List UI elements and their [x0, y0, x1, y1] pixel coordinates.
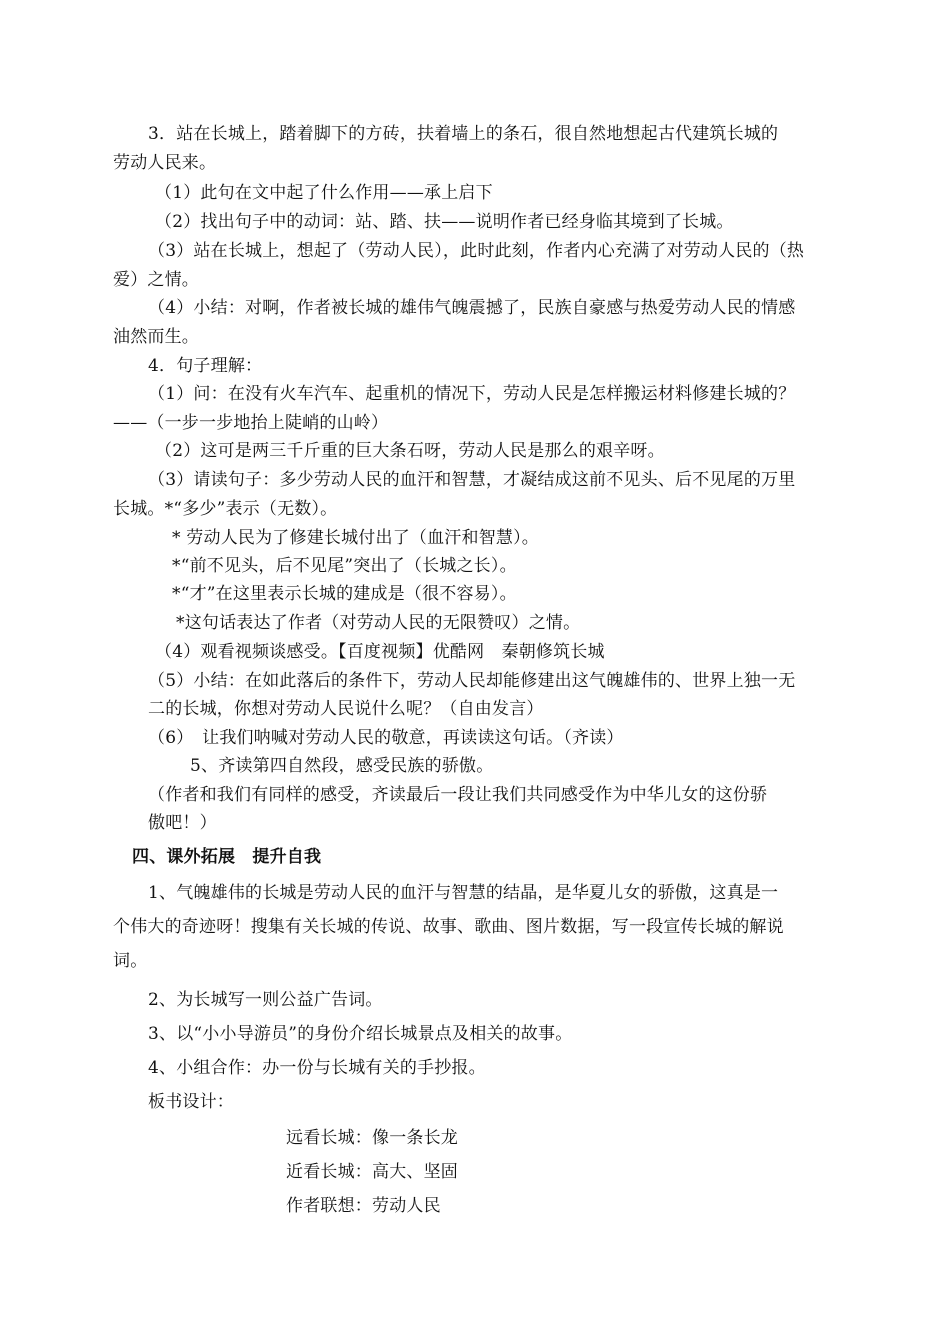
text-line: 傲吧！） [148, 813, 217, 833]
text-line: 爱）之情。 [113, 270, 199, 290]
text-line: *“才”在这里表示长城的建成是（很不容易）。 [172, 584, 517, 604]
text-line: （5）小结：在如此落后的条件下，劳动人民却能修建出这气魄雄伟的、世界上独一无 [148, 671, 796, 691]
text-line: （2）找出句子中的动词：站、踏、扶——说明作者已经身临其境到了长城。 [155, 212, 734, 232]
text-line: ——（一步一步地抬上陡峭的山岭） [113, 413, 389, 433]
text-line: 劳动人民来。 [113, 153, 217, 173]
text-line: （1）问：在没有火车汽车、起重机的情况下，劳动人民是怎样搬运材料修建长城的？ [148, 384, 796, 404]
text-line: 3．站在长城上，踏着脚下的方砖，扶着墙上的条石，很自然地想起古代建筑长城的 [148, 124, 779, 144]
text-line: * 劳动人民为了修建长城付出了（血汗和智慧）。 [172, 528, 540, 548]
board-design-item: 远看长城：像一条长龙 [286, 1128, 458, 1148]
text-line: 二的长城，你想对劳动人民说什么呢？（自由发言） [148, 699, 544, 719]
text-line: 2、为长城写一则公益广告词。 [148, 990, 383, 1010]
text-line: 1、气魄雄伟的长城是劳动人民的血汗与智慧的结晶，是华夏儿女的骄傲，这真是一 [148, 883, 779, 903]
text-line: 5、齐读第四自然段，感受民族的骄傲。 [190, 756, 494, 776]
text-line: *“前不见头，后不见尾”突出了（长城之长）。 [172, 556, 517, 576]
text-line: 4、小组合作：办一份与长城有关的手抄报。 [148, 1058, 486, 1078]
text-line: （3）请读句子：多少劳动人民的血汗和智慧，才凝结成这前不见头、后不见尾的万里 [148, 470, 796, 490]
text-line: （1）此句在文中起了什么作用——承上启下 [155, 183, 493, 203]
text-line: （作者和我们有同样的感受，齐读最后一段让我们共同感受作为中华儿女的这份骄 [148, 785, 768, 805]
text-line: （6） 让我们呐喊对劳动人民的敬意，再读读这句话。（齐读） [148, 728, 624, 748]
text-line: （4）观看视频谈感受。【百度视频】优酷网 秦朝修筑长城 [155, 642, 605, 662]
text-line: （3）站在长城上，想起了（劳动人民），此时此刻，作者内心充满了对劳动人民的（热 [148, 241, 805, 261]
text-line: 4．句子理解： [148, 356, 263, 376]
text-line: 油然而生。 [113, 327, 199, 347]
board-design-label: 板书设计： [148, 1092, 234, 1112]
text-line: 词。 [113, 951, 148, 971]
section-heading: 四、课外拓展 提升自我 [132, 847, 322, 867]
text-line: 个伟大的奇迹呀！搜集有关长城的传说、故事、歌曲、图片数据，写一段宣传长城的解说 [113, 917, 784, 937]
board-design-item: 作者联想：劳动人民 [286, 1196, 441, 1216]
text-line: 3、以“小小导游员”的身份介绍长城景点及相关的故事。 [148, 1024, 573, 1044]
board-design-item: 近看长城：高大、坚固 [286, 1162, 458, 1182]
text-line: 长城。*“多少”表示（无数）。 [113, 499, 338, 519]
text-line: *这句话表达了作者（对劳动人民的无限赞叹）之情。 [176, 613, 581, 633]
text-line: （4）小结：对啊，作者被长城的雄伟气魄震撼了，民族自豪感与热爱劳动人民的情感 [148, 298, 796, 318]
text-line: （2）这可是两三千斤重的巨大条石呀，劳动人民是那么的艰辛呀。 [155, 441, 665, 461]
